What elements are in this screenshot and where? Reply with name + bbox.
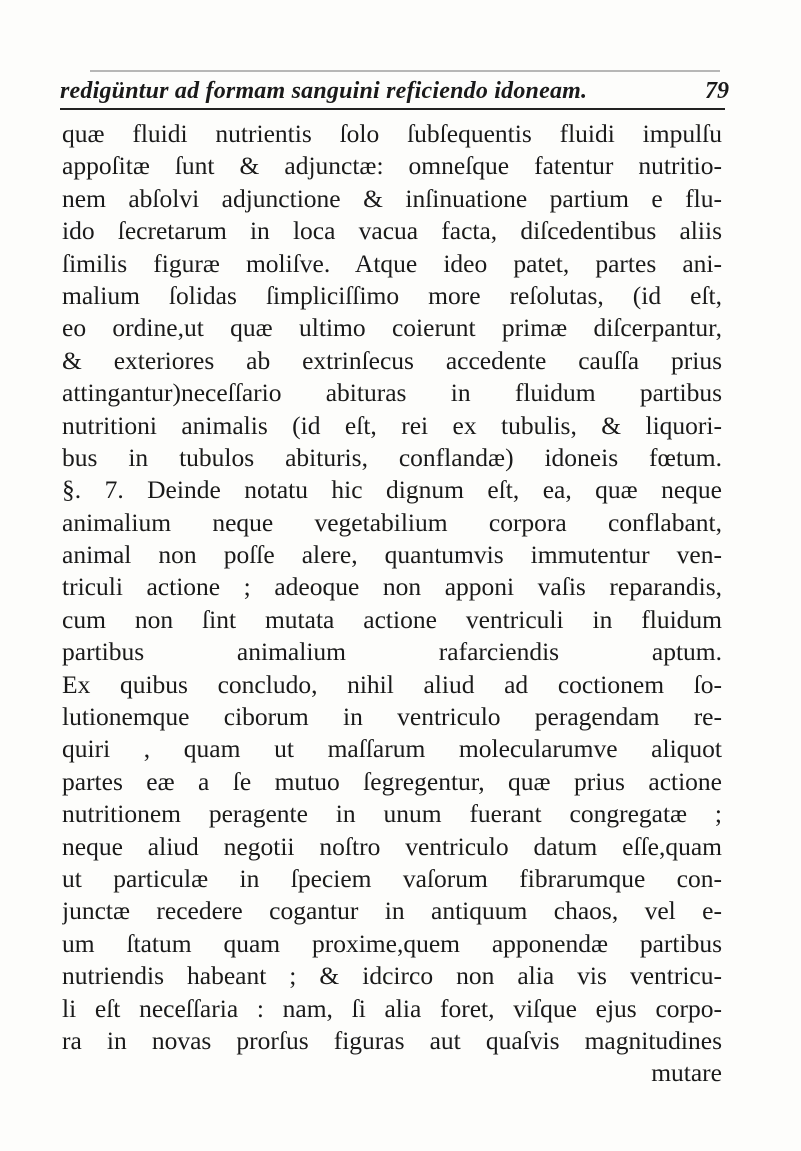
text-line: neque aliud negotii noſtro ventriculo datum eſſe,quam bbox=[62, 831, 722, 861]
text-line: ſimilis figuræ moliſve. Atque ideo patet, partes ani- bbox=[62, 248, 722, 278]
text-line: triculi actione ; adeoque non apponi vaſis reparandis, bbox=[62, 572, 722, 602]
text-line: animalium neque vegetabilium corpora conflabant, bbox=[62, 507, 722, 537]
running-head: redigüntur ad formam sanguini reficiendo idoneam. bbox=[60, 78, 588, 104]
text-line: attingantur)neceſſario abituras in fluidum partibus bbox=[62, 378, 722, 408]
text-line: mutare bbox=[651, 1058, 722, 1088]
text-line: li eſt neceſſaria : nam, ſi alia foret, viſque ejus corpo- bbox=[62, 993, 722, 1023]
text-line: junctæ recedere cogantur in antiquum chaos, vel e- bbox=[62, 896, 722, 926]
text-line: §. 7. Deinde notatu hic dignum eſt, ea, quæ neque bbox=[62, 475, 722, 505]
text-line: ut particulæ in ſpeciem vaſorum fibrarumque con- bbox=[62, 863, 722, 893]
page-header bbox=[60, 68, 729, 110]
text-line: bus in tubulos abituris, conflandæ) idoneis fœtum. bbox=[62, 442, 722, 472]
page-number: 79 bbox=[705, 78, 729, 104]
text-line: nem abſolvi adjunctione & inſinuatione partium e flu- bbox=[62, 183, 722, 213]
text-line: partibus animalium rafarciendis aptum. bbox=[62, 637, 722, 667]
body-text bbox=[62, 118, 722, 1090]
text-line: partes eæ a ſe mutuo ſegregentur, quæ prius actione bbox=[62, 766, 722, 796]
text-line: & exteriores ab extrinſecus accedente cauſſa prius bbox=[62, 345, 722, 375]
text-line: malium ſolidas ſimpliciſſimo more reſolutas, (id eſt, bbox=[62, 280, 722, 310]
text-line: cum non ſint mutata actione ventriculi in fluidum bbox=[62, 604, 722, 634]
text-line: um ſtatum quam proxime,quem apponendæ partibus bbox=[62, 928, 722, 958]
text-line: Ex quibus concludo, nihil aliud ad coctionem ſo- bbox=[62, 669, 722, 699]
text-line: nutritioni animalis (id eſt, rei ex tubulis, & liquori- bbox=[62, 410, 722, 440]
text-line: ra in novas prorſus figuras aut quaſvis magnitudines bbox=[62, 1025, 722, 1055]
text-line: quæ fluidi nutrientis ſolo ſubſequentis fluidi impulſu bbox=[62, 119, 722, 148]
text-line: nutritionem peragente in unum fuerant congregatæ ; bbox=[62, 799, 722, 829]
text-line: animal non poſſe alere, quantumvis immutentur ven- bbox=[62, 540, 722, 570]
text-line: nutriendis habeant ; & idcirco non alia vis ventricu- bbox=[62, 961, 722, 991]
text-line: appoſitæ ſunt & adjunctæ: omneſque fatentur nutritio- bbox=[62, 151, 722, 181]
text-line: eo ordine,ut quæ ultimo coierunt primæ diſcerpantur, bbox=[62, 313, 722, 343]
text-line: quiri , quam ut maſſarum molecularumve aliquot bbox=[62, 734, 722, 764]
text-line: lutionemque ciborum in ventriculo peragendam re- bbox=[62, 702, 722, 732]
text-line: ido ſecretarum in loca vacua facta, diſcedentibus aliis bbox=[62, 216, 722, 246]
